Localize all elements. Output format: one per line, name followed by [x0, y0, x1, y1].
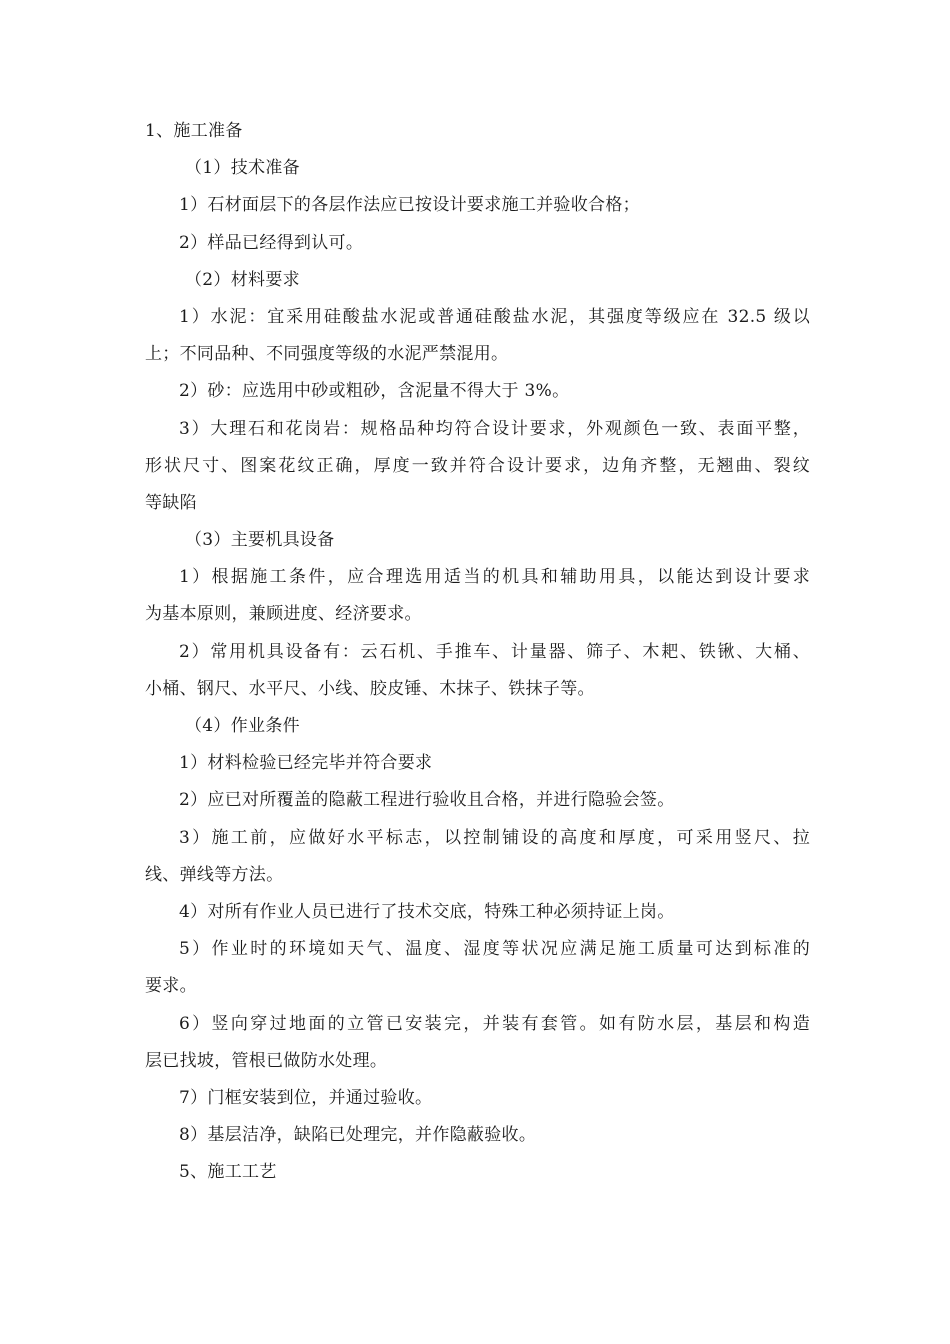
- paragraph-line: 7）门框安装到位，并通过验收。: [179, 1087, 433, 1108]
- paragraph-line: 2）样品已经得到认可。: [179, 232, 364, 253]
- section-heading-process: 5、施工工艺: [179, 1162, 277, 1183]
- paragraph-line: 小桶、钢尺、水平尺、小线、胶皮锤、木抹子、铁抹子等。: [145, 678, 595, 699]
- paragraph-line: 等缺陷: [145, 492, 197, 513]
- paragraph-line: 4）对所有作业人员已进行了技术交底，特殊工种必须持证上岗。: [179, 901, 675, 922]
- paragraph-line: 1）材料检验已经完毕并符合要求: [179, 753, 433, 774]
- subsection-heading-materials: （2）材料要求: [185, 269, 300, 290]
- paragraph-line: 1）水泥：宜采用硅酸盐水泥或普通硅酸盐水泥，其强度等级应在 32.5 级以: [179, 306, 810, 327]
- document-body: [145, 113, 810, 1191]
- paragraph-line: 2）应已对所覆盖的隐蔽工程进行验收且合格，并进行隐验会签。: [179, 790, 675, 811]
- paragraph-line: 为基本原则，兼顾进度、经济要求。: [145, 604, 422, 625]
- paragraph-line: 上；不同品种、不同强度等级的水泥严禁混用。: [145, 344, 509, 365]
- paragraph-line: 要求。: [145, 976, 197, 997]
- paragraph-line: 8）基层洁净，缺陷已处理完，并作隐蔽验收。: [179, 1125, 537, 1146]
- paragraph-line: 2）砂：应选用中砂或粗砂，含泥量不得大于 3%。: [179, 381, 570, 402]
- paragraph-line: 1）根据施工条件，应合理选用适当的机具和辅助用具，以能达到设计要求: [179, 567, 810, 588]
- subsection-heading-conditions: （4）作业条件: [185, 716, 300, 736]
- paragraph-line: 线、弹线等方法。: [145, 864, 284, 885]
- paragraph-line: 层已找坡，管根已做防水处理。: [145, 1050, 388, 1071]
- paragraph-line: 3）大理石和花岗岩：规格品种均符合设计要求，外观颜色一致、表面平整，: [179, 418, 810, 439]
- paragraph-line: 5）作业时的环境如天气、温度、湿度等状况应满足施工质量可达到标准的: [179, 939, 810, 960]
- paragraph-line: 6）竖向穿过地面的立管已安装完，并装有套管。如有防水层，基层和构造: [179, 1013, 810, 1034]
- paragraph-line: 2）常用机具设备有：云石机、手推车、计量器、筛子、木耙、铁锹、大桶、: [179, 641, 810, 662]
- paragraph-line: 3）施工前，应做好水平标志，以控制铺设的高度和厚度，可采用竖尺、拉: [179, 827, 810, 848]
- paragraph-line: 1）石材面层下的各层作法应已按设计要求施工并验收合格；: [179, 195, 640, 216]
- subsection-heading-equipment: （3）主要机具设备: [185, 530, 335, 551]
- paragraph-line: 形状尺寸、图案花纹正确，厚度一致并符合设计要求，边角齐整，无翘曲、裂纹: [145, 455, 810, 476]
- section-heading-preparation: 1、施工准备: [145, 121, 243, 141]
- subsection-heading-technical: （1）技术准备: [185, 158, 300, 179]
